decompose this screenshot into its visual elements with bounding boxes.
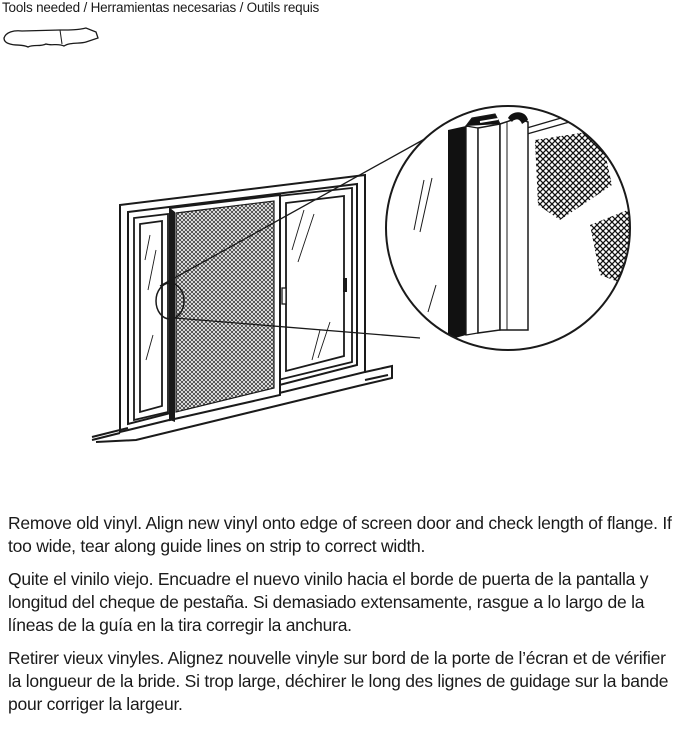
magnified-detail — [386, 95, 640, 350]
instructions-spanish: Quite el vinilo viejo. Encuadre el nuevo vinilo hacia el borde de puerta de la pantalla y longitud del cheque de pestaña. Si demasiado extensamente, rasgue a lo largo de la líneas de la guía en la tira corregir la anchura. — [8, 569, 649, 635]
tools-needed-label: Tools needed / Herramientas necesarias / Outils requis — [2, 0, 320, 15]
instructions-french: Retirer vieux vinyles. Alignez nouvelle vinyle sur bord de la porte de l’écran et de vérifier la longueur de la bride. Si trop large, déchirer le long des lignes de guidage sur la bande pour corriger la largeur. — [8, 648, 669, 714]
instructions — [8, 512, 676, 726]
instructions-english: Remove old vinyl. Align new vinyl onto edge of screen door and check length of flange. If too wide, tear along guide lines on strip to correct width. — [8, 513, 672, 556]
right-glass-panel — [278, 188, 352, 380]
screen-door — [170, 195, 286, 422]
